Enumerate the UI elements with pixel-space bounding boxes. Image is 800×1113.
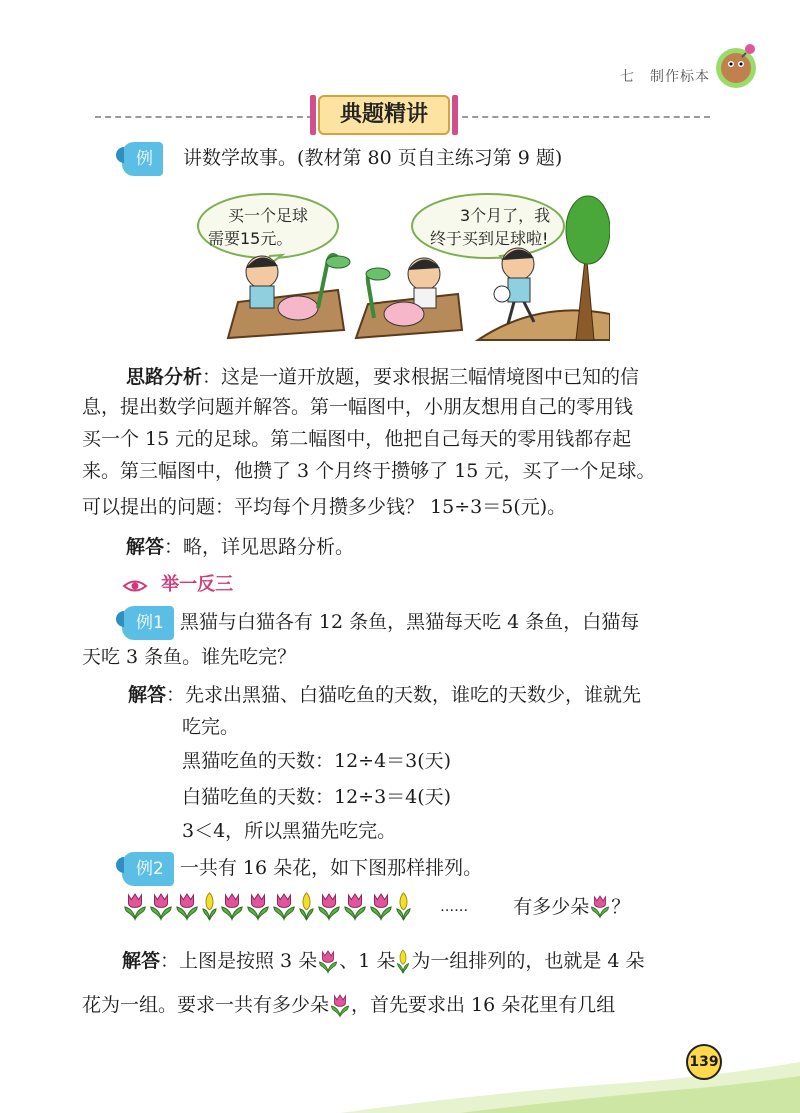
ex2-label: 例2: [122, 852, 174, 886]
ex2-line: [122, 852, 482, 886]
ex2-answer-text-1a: ：上图是按照 3 朵: [160, 950, 318, 972]
tulip-pink-icon: [148, 891, 174, 923]
ex1-answer-line-2: 吃完。: [182, 716, 240, 738]
tulip-pink-icon: [317, 948, 339, 976]
ex2-answer-line-2: [82, 990, 615, 1020]
bubble-1-line-1: 买一个足球: [228, 206, 309, 225]
divider-right: [452, 116, 710, 118]
ex1-answer-text-1: ：先求出黑猫、白猫吃鱼的天数，谁吃的天数少，谁就先: [166, 684, 642, 706]
ex1-answer-line-1: [128, 680, 641, 710]
tulip-question: 有多少朵: [513, 896, 590, 918]
tulip-pink-icon: [589, 893, 611, 921]
answer-1: [126, 532, 354, 562]
answer-1-text: ：略，详见思路分析。: [164, 536, 355, 558]
footer-wave: [340, 1052, 800, 1113]
answer-1-label: 解答: [126, 536, 165, 558]
page-number: 139: [686, 1044, 722, 1080]
tulip-pink-icon: [368, 891, 394, 923]
tulip-pink-icon: [245, 891, 271, 923]
tulip-row: [122, 891, 630, 923]
ex2-answer-text-2a: 花为一组。要求一共有多少朵: [82, 994, 330, 1016]
analysis-line-2: 息，提出数学问题并解答。第一幅图中，小朋友想用自己的零用钱: [82, 396, 634, 418]
analysis-line-4: 来。第三幅图中，他攒了 3 个月终于攒够了 15 元，买了一个足球。: [82, 460, 656, 482]
tulip-pink-icon: [316, 891, 342, 923]
ex2-answer-text-1b: 、1 朵: [339, 950, 396, 972]
ex1-text-1: 黑猫与白猫各有 12 条鱼，黑猫每天吃 4 条鱼，白猫每: [179, 611, 640, 633]
ex1-answer-label: 解答: [128, 684, 167, 706]
example-text: 讲数学故事。(教材第 80 页自主练习第 9 题): [183, 147, 563, 169]
tulip-yellow-icon: [200, 891, 219, 923]
ex2-answer-label: 解答: [122, 950, 161, 972]
analysis-label: 思路分析: [126, 366, 203, 388]
jyfs-label: 举一反三: [161, 574, 234, 595]
ex1-answer-line-5: 3＜4，所以黑猫先吃完。: [182, 820, 397, 842]
jyfs-heading: [122, 570, 233, 596]
tulip-pink-icon: [271, 891, 297, 923]
example-label: 例: [122, 142, 163, 176]
mascot-icon: [710, 40, 762, 92]
ex1-line-1: [122, 606, 639, 640]
tulip-pink-icon: [329, 992, 351, 1020]
tulip-yellow-icon: [395, 948, 411, 976]
tulip-pink-icon: [174, 891, 200, 923]
speech-bubble-1: [198, 194, 338, 258]
tulip-yellow-icon: [297, 891, 316, 923]
ex2-answer-text-2b: ，首先要求出 16 朵花里有几组: [351, 994, 616, 1016]
analysis-line-1: ：这是一道开放题，要求根据三幅情境图中已知的信: [202, 366, 640, 388]
speech-bubble-2: [412, 194, 564, 258]
section-title: 典题精讲: [318, 95, 450, 135]
analysis-block: [126, 362, 639, 392]
story-illustration: [178, 190, 610, 342]
bubble-2-line-1: 3个月了，我: [460, 206, 551, 225]
eye-icon: [122, 579, 148, 593]
analysis-line-5: 可以提出的问题：平均每个月攒多少钱？ 15÷3＝5(元)。: [82, 496, 567, 518]
tulip-yellow-icon: [394, 891, 413, 923]
tulip-question-mark: ？: [611, 896, 631, 918]
tulip-pink-icon: [342, 891, 368, 923]
ex2-text: 一共有 16 朵花，如下图那样排列。: [179, 857, 483, 879]
tulip-pink-icon: [122, 891, 148, 923]
analysis-line-3: 买一个 15 元的足球。第二幅图中，他把自己每天的零用钱都存起: [82, 428, 632, 450]
example-heading: [122, 142, 562, 176]
bubble-1-line-2: 需要15元。: [208, 229, 293, 248]
tulip-pink-icon: [219, 891, 245, 923]
ex2-answer-line-1: [122, 946, 645, 976]
bubble-2-line-2: 终于买到足球啦!: [430, 229, 549, 248]
ex2-answer-text-1c: 为一组排列的，也就是 4 朵: [411, 950, 645, 972]
ex1-label: 例1: [122, 606, 174, 640]
divider-left: [95, 116, 313, 118]
ex1-answer-line-3: 黑猫吃鱼的天数：12÷4＝3(天): [182, 750, 452, 772]
chapter-header: 七 制作标本: [620, 69, 710, 85]
tulip-ellipsis: ……: [440, 899, 469, 915]
ex1-answer-line-4: 白猫吃鱼的天数：12÷3＝4(天): [182, 786, 452, 808]
ex1-line-2: 天吃 3 条鱼。谁先吃完？: [82, 646, 297, 668]
